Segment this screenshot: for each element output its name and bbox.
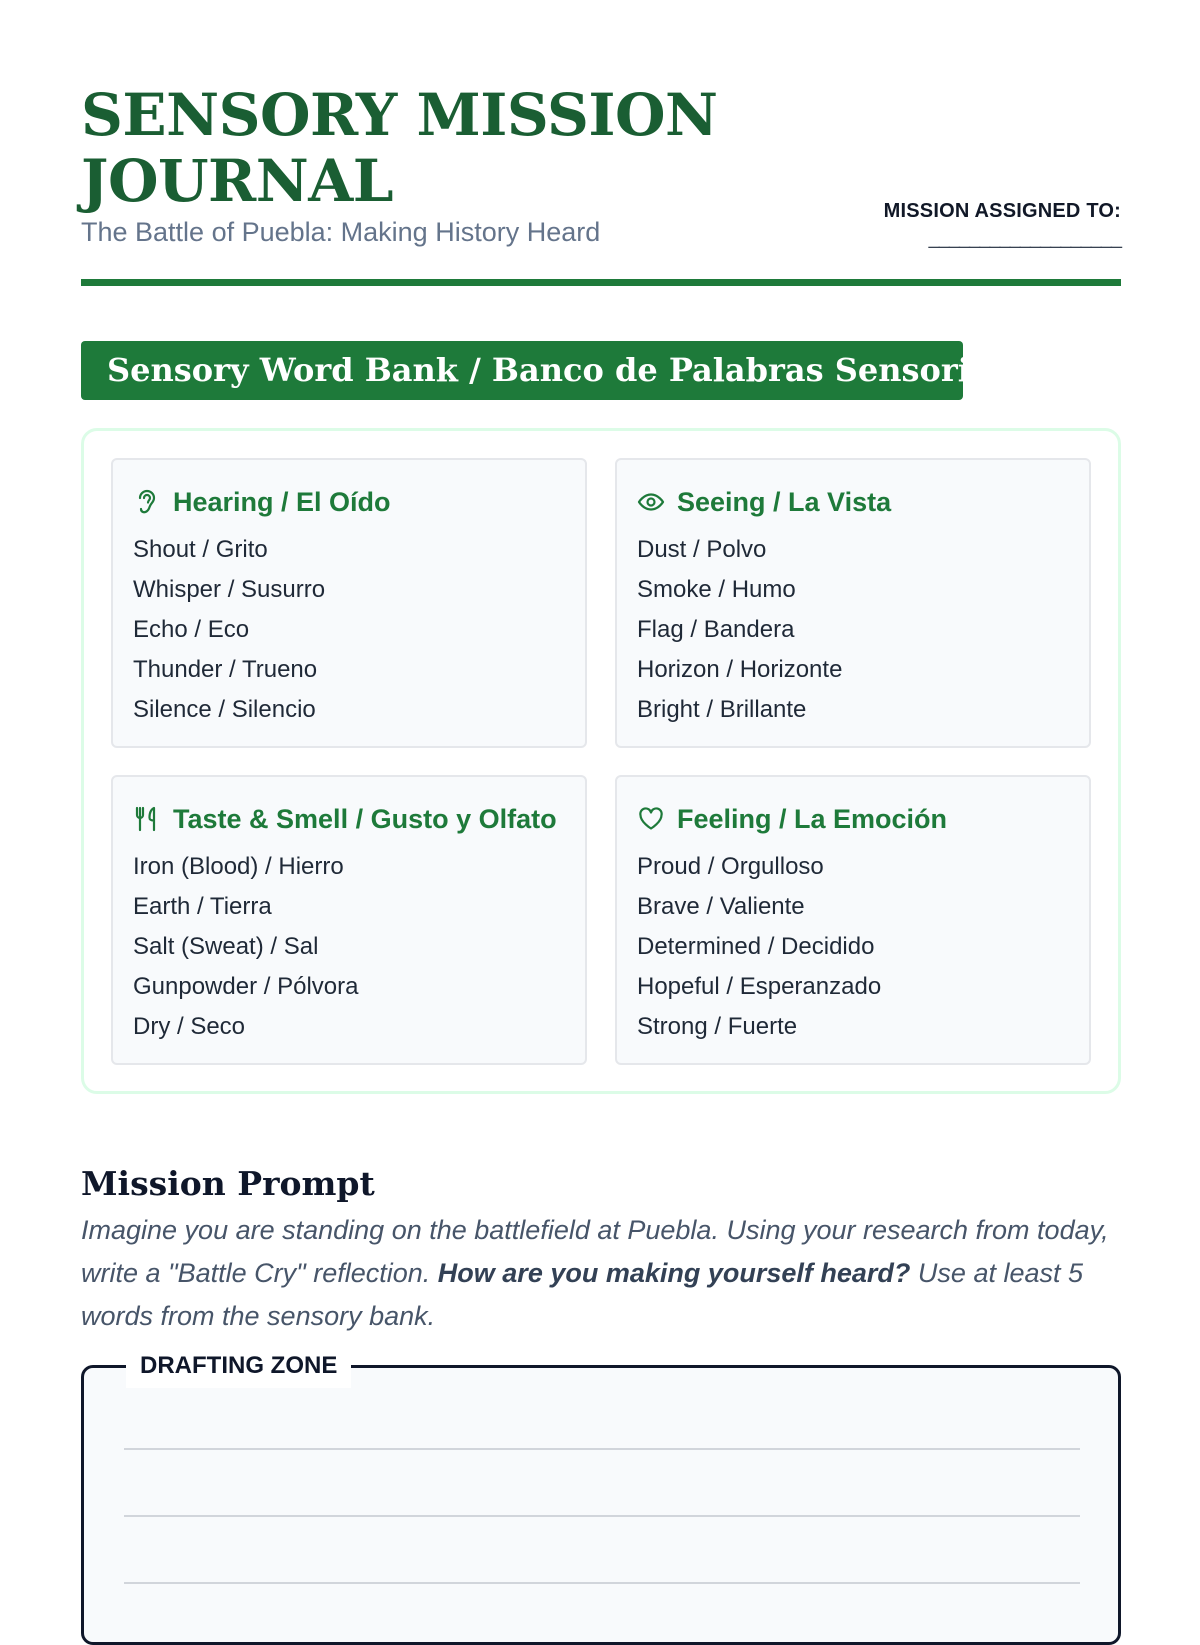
list-item: Salt (Sweat) / Sal	[133, 933, 319, 960]
heart-icon	[637, 805, 665, 833]
list-item: Strong / Fuerte	[637, 1013, 798, 1040]
list-item: Dry / Seco	[133, 1013, 246, 1040]
writing-line	[124, 1582, 1080, 1584]
list-item: Flag / Bandera	[637, 616, 795, 643]
list-item: Determined / Decidido	[637, 933, 875, 960]
writing-line	[124, 1448, 1080, 1450]
list-item: Smoke / Humo	[637, 576, 796, 603]
list-item: Whisper / Susurro	[133, 576, 326, 603]
list-item: Brave / Valiente	[637, 893, 805, 920]
card-header	[637, 799, 947, 839]
name-blank-line: ___________________	[928, 227, 1121, 249]
word-bank-banner: Sensory Word Bank / Banco de Palabras Sensoriales	[81, 341, 963, 400]
word-list	[133, 847, 358, 1047]
list-item: Silence / Silencio	[133, 696, 316, 723]
drafting-zone-label: DRAFTING ZONE	[126, 1344, 351, 1388]
word-card-seeing	[615, 458, 1091, 748]
journal-header	[81, 82, 1121, 286]
card-title: Taste & Smell / Gusto y Olfato	[173, 803, 557, 834]
list-item: Gunpowder / Pólvora	[133, 973, 359, 1000]
word-list	[637, 847, 881, 1047]
mission-prompt-text	[81, 1209, 1131, 1338]
word-bank-panel	[81, 428, 1121, 1094]
card-header	[133, 799, 557, 839]
prompt-text-intro: Imagine you are standing on the battlefield at Puebla. Using your research from today, write a "Battle Cry" reflection.	[81, 1215, 1109, 1288]
eye-icon	[637, 488, 665, 516]
page-title: SENSORY MISSION JOURNAL	[81, 81, 718, 215]
drafting-zone[interactable]	[81, 1352, 1121, 1645]
page-subtitle: The Battle of Puebla: Making History Heard	[81, 217, 601, 247]
card-title: Hearing / El Oído	[173, 486, 391, 517]
card-header	[637, 482, 891, 522]
list-item: Earth / Tierra	[133, 893, 272, 920]
list-item: Hopeful / Esperanzado	[637, 973, 882, 1000]
list-item: Thunder / Trueno	[133, 656, 318, 683]
prompt-text-instruction: Use at least 5 words from the sensory bank.	[81, 1258, 1084, 1331]
card-title: Feeling / La Emoción	[677, 803, 948, 834]
word-card-feeling	[615, 775, 1091, 1065]
list-item: Iron (Blood) / Hierro	[133, 853, 344, 880]
list-item: Horizon / Horizonte	[637, 656, 843, 683]
utensils-icon	[133, 805, 161, 833]
list-item: Bright / Brillante	[637, 696, 807, 723]
mission-assigned-label: MISSION ASSIGNED TO:	[883, 200, 1121, 222]
card-header	[133, 482, 391, 522]
mission-assigned-block	[884, 200, 1121, 250]
prompt-text-question: How are you making yourself heard?	[437, 1258, 911, 1288]
word-list	[133, 530, 325, 730]
card-title: Seeing / La Vista	[677, 486, 892, 517]
list-item: Dust / Polvo	[637, 536, 767, 563]
word-card-hearing	[111, 458, 587, 748]
list-item: Proud / Orgulloso	[637, 853, 824, 880]
writing-line	[124, 1515, 1080, 1517]
list-item: Echo / Eco	[133, 616, 250, 643]
word-list	[637, 530, 842, 730]
ear-icon	[133, 488, 161, 516]
mission-prompt-heading: Mission Prompt	[81, 1164, 375, 1203]
list-item: Shout / Grito	[133, 536, 268, 563]
word-card-taste-smell	[111, 775, 587, 1065]
